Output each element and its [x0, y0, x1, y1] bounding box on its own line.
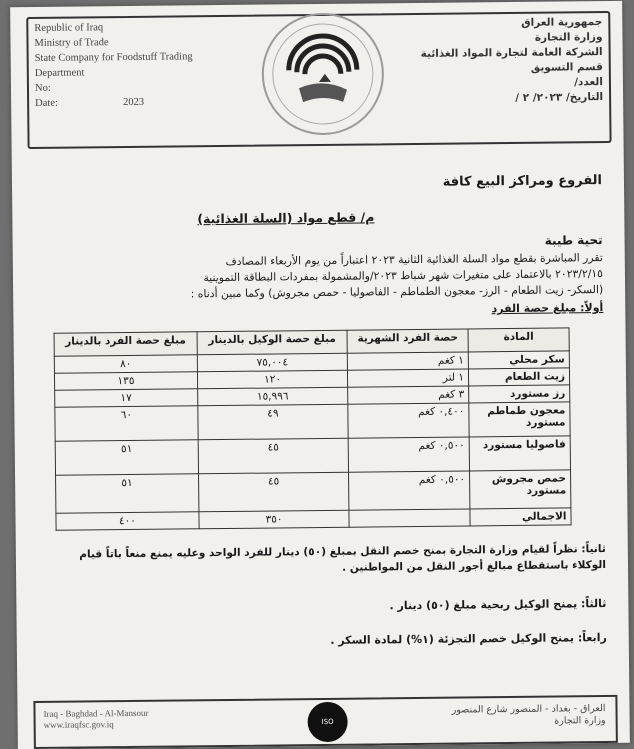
cell-person: ٥١: [55, 440, 198, 475]
cell-share: ٠,٥٠٠ كغم: [349, 471, 470, 510]
cell-agent-total: ٣٥٠: [199, 510, 350, 529]
footer-arabic: [452, 703, 606, 729]
cell-person: ١٧: [55, 389, 198, 407]
date-row-en: [35, 94, 193, 111]
cell-person: ١٣٥: [54, 372, 197, 390]
footer-ministry-ar: وزارة التجارة: [554, 715, 606, 727]
document-page: [10, 1, 630, 749]
iso-badge: ISO: [307, 702, 347, 742]
cell-share: ١ كغم: [347, 352, 468, 370]
paragraph-two-line-1: ثانياً: نظراً لقيام وزارة التجارة بمنح خصم النقل بمبلغ (٥٠) دينار للفرد الواحد وعليه يمنع منعاً باتاً قيام: [79, 543, 606, 561]
country-en: Republic of Iraq: [34, 22, 104, 34]
letterhead-english: [34, 19, 193, 111]
letterhead-arabic: [392, 15, 603, 107]
footer-address-ar: العراق - بغداد - المنصور شارع المنصور: [451, 703, 606, 716]
cell-agent: ٧٥,٠٠٤: [197, 353, 348, 372]
cell-person: ٦٠: [55, 406, 198, 441]
department-ar: قسم التسويق: [530, 61, 603, 74]
table-row: [55, 436, 570, 475]
ministry-en: Ministry of Trade: [34, 37, 109, 49]
cell-agent: ١٢٠: [197, 370, 348, 389]
body-line-2: ٢٠٢٣/٢/١٥ بالاعتماد على متغيرات شهر شباط ٢٠٢٣/والمشمولة بمفردات البطاقة التموينية: [203, 267, 604, 285]
cell-item: سكر محلي: [468, 351, 569, 369]
number-en: No:: [34, 82, 51, 94]
cell-person: ٨٠: [54, 355, 197, 373]
footer-website: www.iraqfsc.gov.iq: [43, 719, 114, 730]
date-ar: التاريخ/ ٢٠٢٣/ ٢ /: [515, 91, 604, 104]
cell-person: ٥١: [56, 474, 199, 513]
company-ar: الشركة العامة لتجارة المواد الغذائية: [420, 46, 603, 60]
date-label-en: Date:: [35, 97, 58, 109]
cell-share: ٠,٤٠٠ كغم: [348, 403, 469, 438]
footer-english: [43, 708, 148, 731]
subject-line: م/ قطع مواد (السلة الغذائية): [197, 209, 375, 227]
table-row: [56, 470, 571, 513]
department-en: Department: [34, 67, 85, 79]
cell-share: ٠,٥٠٠ كغم: [348, 437, 469, 472]
body-line-1: تقرر المباشرة بقطع مواد السلة الغذائية الثانية ٢٠٢٣ اعتباراً من يوم الأربعاء المصادف: [225, 251, 603, 268]
table-row: [55, 402, 570, 441]
col-monthly-share: حصة الفرد الشهرية: [347, 329, 468, 353]
ministry-ar: وزارة التجارة: [534, 31, 603, 44]
body-line-3: (السكر- زيت الطعام - الرز- معجون الطماطم - الفاصوليا - حمص مجروش) وكما مبين أدناه :: [190, 283, 604, 301]
cell-agent: ٤٥: [198, 438, 349, 474]
cell-item: فاصوليا مستورد: [469, 436, 570, 471]
col-person-amount: مبلغ حصة الفرد بالدينار: [54, 332, 197, 356]
cell-item: رز مستورد: [469, 385, 570, 403]
addressee: الفروع ومراكز البيع كافة: [442, 173, 603, 190]
ration-items-table: [54, 327, 572, 530]
paragraph-four: رابعاً: يمنح الوكيل خصم التجزئة (١%) لمادة السكر .: [330, 631, 607, 647]
cell-total-label: الاجمالي: [470, 508, 571, 526]
cell-agent: ٤٥: [198, 472, 349, 512]
paragraph-two-line-2: الوكلاء باستقطاع مبالغ أجور النقل من المواطنين .: [342, 559, 607, 574]
col-agent-amount: مبلغ حصة الوكيل بالدينار: [197, 330, 348, 355]
cell-item: زيت الطعام: [468, 368, 569, 386]
cell-share: ٣ كغم: [348, 386, 469, 404]
cell-share: [349, 509, 470, 527]
date-year-en: 2023: [123, 96, 145, 109]
cell-person-total: ٤٠٠: [56, 512, 199, 530]
cell-item: حمص مجروش مستورد: [470, 470, 571, 509]
section-one-title: أولاً: مبلغ حصة الفرد: [491, 301, 604, 316]
cell-agent: ٤٩: [198, 404, 349, 440]
paragraph-three: ثالثاً: يمنح الوكيل ربحية مبلغ (٥٠) دينار .: [389, 597, 607, 613]
cell-share: ١ لتر: [348, 369, 469, 387]
company-en: State Company for Foodstuff Trading: [34, 51, 193, 64]
cell-item: معجون طماطم مستورد: [469, 402, 570, 437]
company-logo-seal: [258, 9, 387, 138]
footer-address-en: Iraq - Baghdad - Al-Mansour: [43, 707, 149, 719]
greeting: تحية طيبة: [544, 233, 603, 248]
country-ar: جمهورية العراق: [521, 16, 603, 29]
cell-agent: ١٥,٩٩٦: [197, 387, 348, 406]
number-ar: العدد/: [574, 76, 604, 89]
col-item: المادة: [468, 328, 569, 352]
